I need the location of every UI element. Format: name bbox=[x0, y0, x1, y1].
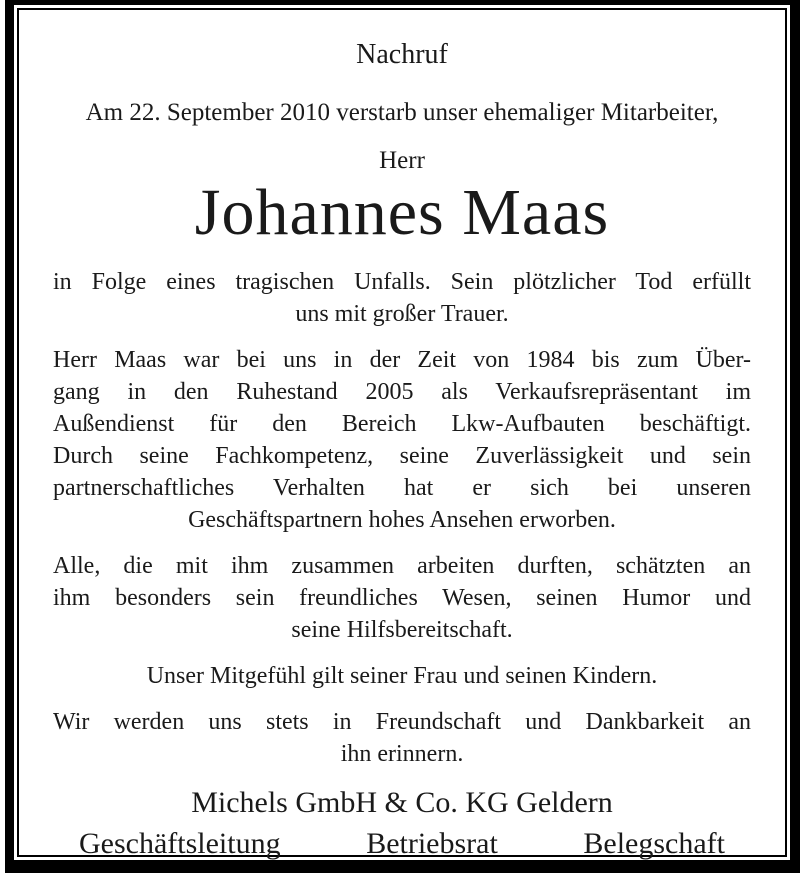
paragraph bbox=[53, 706, 751, 770]
paragraph-line: seine Hilfsbereitschaft. bbox=[291, 616, 513, 643]
notice-body bbox=[53, 266, 751, 770]
paragraph-line: Wir werden uns stets in Freundschaft und Dankbarkeit an bbox=[53, 708, 751, 735]
paragraph bbox=[53, 550, 751, 646]
company-name: Michels GmbH & Co. KG Geldern bbox=[191, 785, 613, 819]
paragraph-line: ihm besonders sein freundliches Wesen, seinen Humor und bbox=[53, 584, 751, 611]
paragraph-line: in Folge eines tragischen Unfalls. Sein plötzlicher Tod erfüllt bbox=[53, 268, 751, 295]
mourning-frame-inner bbox=[17, 8, 787, 860]
paragraph-line: Unser Mitgefühl gilt seiner Frau und seinen Kindern. bbox=[146, 662, 658, 689]
paragraph bbox=[53, 660, 751, 692]
paragraph-line: Geschäftspartnern hohes Ansehen erworben. bbox=[188, 506, 616, 533]
paragraph bbox=[53, 266, 751, 330]
deceased-name: Johannes Maas bbox=[194, 175, 610, 249]
paragraph-line: ihn erinnern. bbox=[340, 740, 464, 767]
signatory-geschaeftsleitung: Geschäftsleitung bbox=[79, 826, 281, 860]
signatory-belegschaft: Belegschaft bbox=[583, 826, 725, 860]
obituary-intro-line: Am 22. September 2010 verstarb unser ehemaliger Mitarbeiter, bbox=[85, 98, 719, 126]
obituary-title: Nachruf bbox=[356, 39, 448, 70]
paragraph-line: Durch seine Fachkompetenz, seine Zuverlässigkeit und sein bbox=[53, 442, 751, 469]
signatory-betriebsrat: Betriebsrat bbox=[366, 826, 498, 860]
paragraph-line: gang in den Ruhestand 2005 als Verkaufsrepräsentant im bbox=[53, 378, 751, 405]
paragraph-line: Herr Maas war bei uns in der Zeit von 1984 bis zum Über- bbox=[53, 346, 751, 373]
mourning-frame-outer bbox=[5, 0, 800, 873]
paragraph-line: uns mit großer Trauer. bbox=[295, 300, 509, 327]
footer bbox=[53, 784, 751, 864]
signatories-row bbox=[53, 824, 751, 864]
paragraph-line: Alle, die mit ihm zusammen arbeiten durften, schätzten an bbox=[53, 552, 751, 579]
salutation: Herr bbox=[379, 146, 425, 174]
paragraph bbox=[53, 344, 751, 536]
paragraph-line: partnerschaftliches Verhalten hat er sich bei unseren bbox=[53, 474, 751, 501]
paragraph-line: Außendienst für den Bereich Lkw-Aufbauten beschäftigt. bbox=[53, 410, 751, 437]
